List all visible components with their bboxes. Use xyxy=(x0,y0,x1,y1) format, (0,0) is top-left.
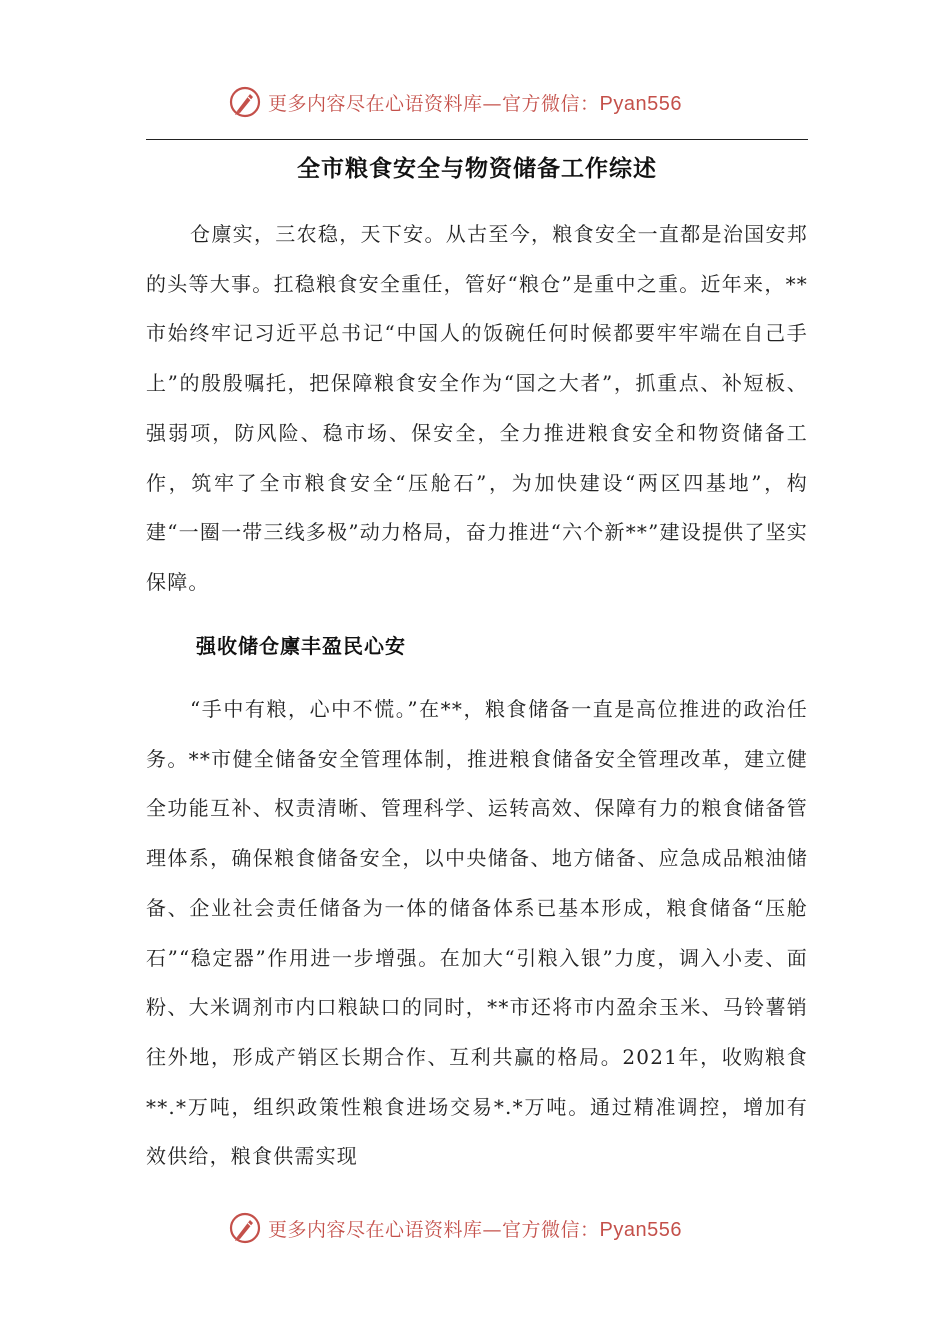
page-title: 全市粮食安全与物资储备工作综述 xyxy=(297,156,657,182)
watermark-text: 更多内容尽在心语资料库—官方微信： xyxy=(268,92,600,115)
paragraph-text: 仓廪实，三农稳，天下安。从古至今，粮食安全一直都是治国安邦的头等大事。扛稳粮食安全重任，管好“粮仓”是重中之重。近年来，**市始终牢记习近平总书记“中国人的饭碗任何时候都要牢牢端在自己手上”的殷殷嘱托，把保障粮食安全作为“国之大者”，抓重点、补短板、强弱项，防风险、稳市场、保安全，全力推进粮食安全和物资储备工作，筑牢了全市粮食安全“压舱石”，为加快建设“两区四基地”，构建“一圈一带三线多极”动力格局，奋力推进“六个新**”建设提供了坚实保障。 xyxy=(146,222,808,594)
watermark-handle: Pyan556 xyxy=(599,92,682,115)
pen-logo-icon xyxy=(228,1211,262,1245)
paragraph-2 xyxy=(146,685,808,1182)
header-rule xyxy=(146,139,808,140)
pen-logo-icon xyxy=(228,85,262,119)
watermark-banner-bottom xyxy=(228,1208,728,1248)
watermark-banner-top xyxy=(228,82,728,122)
paragraph-1 xyxy=(146,210,808,608)
watermark-handle: Pyan556 xyxy=(599,1218,682,1241)
paragraph-text: “手中有粮，心中不慌。”在**，粮食储备一直是高位推进的政治任务。**市健全储备安全管理体制，推进粮食储备安全管理改革，建立健全功能互补、权责清晰、管理科学、运转高效、保障有力的粮食储备管理体系，确保粮食储备安全，以中央储备、地方储备、应急成品粮油储备、企业社会责任储备为一体的储备体系已基本形成，粮食储备“压舱石”“稳定器”作用进一步增强。在加大“引粮入银”力度，调入小麦、面粉、大米调剂市内口粮缺口的同时，**市还将市内盈余玉米、马铃薯销往外地，形成产销区长期合作、互利共赢的格局。2021年，收购粮食**.*万吨，组织政策性粮食进场交易*.*万吨。通过精准调控，增加有效供给，粮食供需实现 xyxy=(146,697,808,1169)
section-heading: 强收储仓廪丰盈民心安 xyxy=(196,634,406,658)
watermark-text: 更多内容尽在心语资料库—官方微信： xyxy=(268,1218,600,1241)
